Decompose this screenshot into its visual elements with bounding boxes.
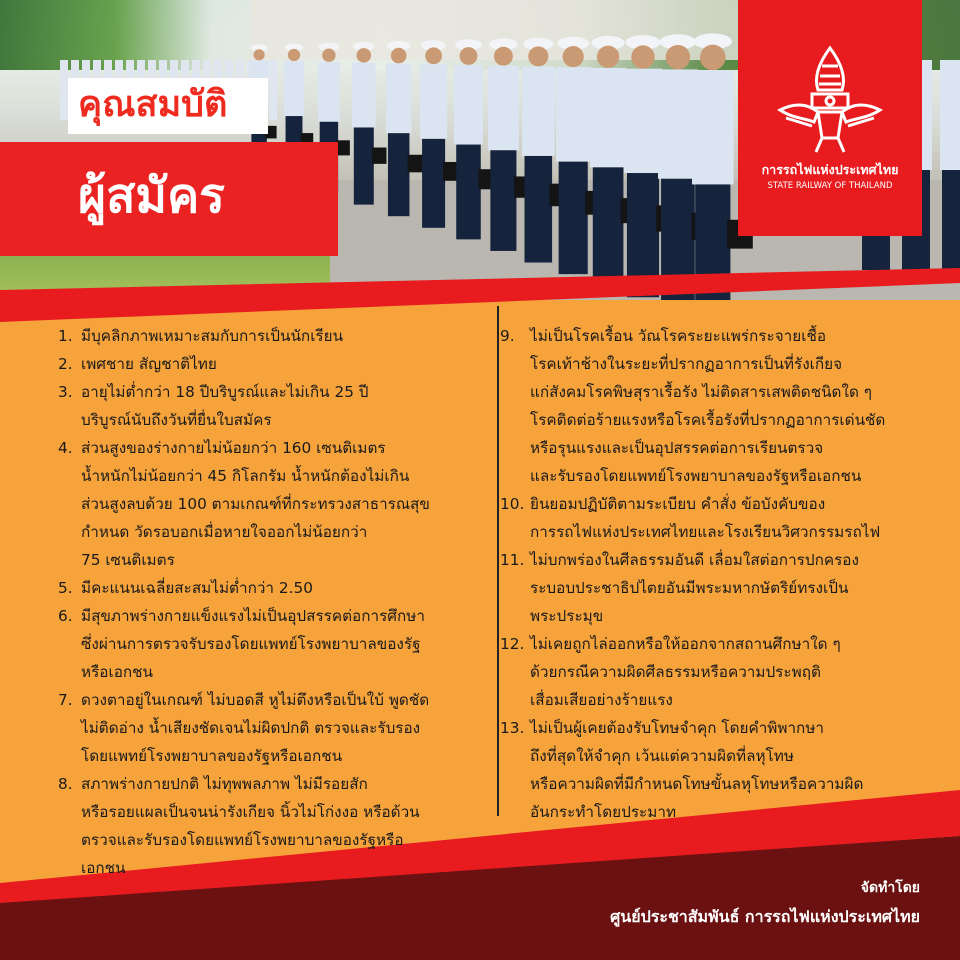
requirement-item [487, 714, 942, 826]
top-red-band [0, 268, 960, 322]
logo-name-th: การรถไฟแห่งประเทศไทย [761, 162, 899, 177]
requirement-number: 3. [58, 383, 73, 401]
requirement-number: 9. [500, 327, 515, 345]
requirement-item [487, 630, 942, 714]
credit-label: จัดทำโดย [860, 880, 920, 896]
requirement-item [32, 350, 472, 378]
requirements-left-list [32, 322, 472, 882]
requirement-text: ไม่เป็นโรคเรื้อน วัณโรคระยะแพร่กระจายเชื้อ โรคเท้าช้างในระยะที่ปรากฏอาการเป็นที่รังเกียจ แก่สังคมโรคพิษสุราเรื้อรัง ไม่ติดสารเสพติดชนิดใด ๆ โรคติดต่อร้ายแรงหรือโรคเรื้อรังที่ปรากฏอาการเด่นชัด หรือรุนแรงและเป็นอุปสรรคต่อการเรียนตรวจ และรับรองโดยแพทย์โรงพยาบาลของรัฐหรือเอกชน [530, 327, 886, 485]
requirement-number: 5. [58, 579, 73, 597]
requirement-text: ไม่เคยถูกไล่ออกหรือให้ออกจากสถานศึกษาใด ๆ ด้วยกรณีความผิดศีลธรรมหรือความประพฤติ เสื่อมเสียอย่างร้ายแรง [530, 635, 841, 709]
title-line1: คุณสมบัติ [78, 84, 228, 125]
requirement-text: ส่วนสูงของร่างกายไม่น้อยกว่า 160 เซนติเมตร น้ำหนักไม่น้อยกว่า 45 กิโลกรัม น้ำหนักต้องไม่เกิน ส่วนสูงลบด้วย 100 ตามเกณฑ์ที่กระทรวงสาธารณสุข กำหนด วัดรอบอกเมื่อหายใจออกไม่น้อยกว่า 75 เซนติเมตร [81, 439, 430, 569]
requirement-text: มีบุคลิกภาพเหมาะสมกับการเป็นนักเรียน [81, 327, 344, 345]
requirement-number: 6. [58, 607, 73, 625]
credit-organization: ศูนย์ประชาสัมพันธ์ การรถไฟแห่งประเทศไทย [610, 907, 920, 926]
requirement-item [487, 546, 942, 630]
requirement-text: ไม่เป็นผู้เคยต้องรับโทษจำคุก โดยคำพิพากษา ถึงที่สุดให้จำคุก เว้นแต่ความผิดที่ลหุโทษ หรือความผิดที่มีกำหนดโทษขั้นลหุโทษหรือความผิด อันกระทำโดยประมาท [530, 719, 864, 821]
requirement-number: 10. [500, 495, 525, 513]
requirement-text: ไม่บกพร่องในศีลธรรมอันดี เลื่อมใสต่อการปกครอง ระบอบประชาธิปไตยอันมีพระมหากษัตริย์ทรงเป็น พระประมุข [530, 551, 859, 625]
requirement-number: 1. [58, 327, 73, 345]
requirement-number: 13. [500, 719, 525, 737]
requirement-item [32, 322, 472, 350]
title-line2: ผู้สมัคร [78, 168, 225, 224]
requirement-text: สภาพร่างกายปกติ ไม่ทุพพลภาพ ไม่มีรอยสัก หรือรอยแผลเป็นจนน่ารังเกียจ นิ้วไม่โก่งงอ หรือด้วน ตรวจและรับรองโดยแพทย์โรงพยาบาลของรัฐหรือ เอกชน [81, 775, 420, 877]
requirement-item [32, 686, 472, 770]
requirement-item [32, 574, 472, 602]
requirement-item [32, 378, 472, 434]
requirement-item [32, 770, 472, 882]
requirement-text: เพศชาย สัญชาติไทย [81, 355, 217, 373]
requirement-number: 2. [58, 355, 73, 373]
requirement-item [487, 490, 942, 546]
logo-name-en: STATE RAILWAY OF THAILAND [767, 181, 893, 191]
requirement-number: 11. [500, 551, 525, 569]
requirement-item [487, 322, 942, 490]
requirement-number: 7. [58, 691, 73, 709]
requirement-item [32, 434, 472, 574]
requirement-number: 8. [58, 775, 73, 793]
requirement-item [32, 602, 472, 686]
requirement-text: ยินยอมปฏิบัติตามระเบียบ คำสั่ง ข้อบังคับของ การรถไฟแห่งประเทศไทยและโรงเรียนวิศวกรรมรถไฟ [530, 495, 881, 541]
requirements-right-list [487, 322, 942, 826]
requirement-text: มีสุขภาพร่างกายแข็งแรงไม่เป็นอุปสรรคต่อการศึกษา ซึ่งผ่านการตรวจรับรองโดยแพทย์โรงพยาบาลของรัฐ หรือเอกชน [81, 607, 425, 681]
requirement-number: 12. [500, 635, 525, 653]
requirement-text: มีคะแนนเฉลี่ยสะสมไม่ต่ำกว่า 2.50 [81, 579, 313, 597]
requirement-number: 4. [58, 439, 73, 457]
requirement-text: ดวงตาอยู่ในเกณฑ์ ไม่บอดสี หูไม่ตึงหรือเป็นใบ้ พูดชัด ไม่ติดอ่าง น้ำเสียงชัดเจนไม่ผิดปกติ ตรวจและรับรอง โดยแพทย์โรงพยาบาลของรัฐหรือเอกชน [81, 691, 430, 765]
requirement-text: อายุไม่ต่ำกว่า 18 ปีบริบูรณ์และไม่เกิน 25 ปี บริบูรณ์นับถึงวันที่ยื่นใบสมัคร [81, 383, 369, 429]
